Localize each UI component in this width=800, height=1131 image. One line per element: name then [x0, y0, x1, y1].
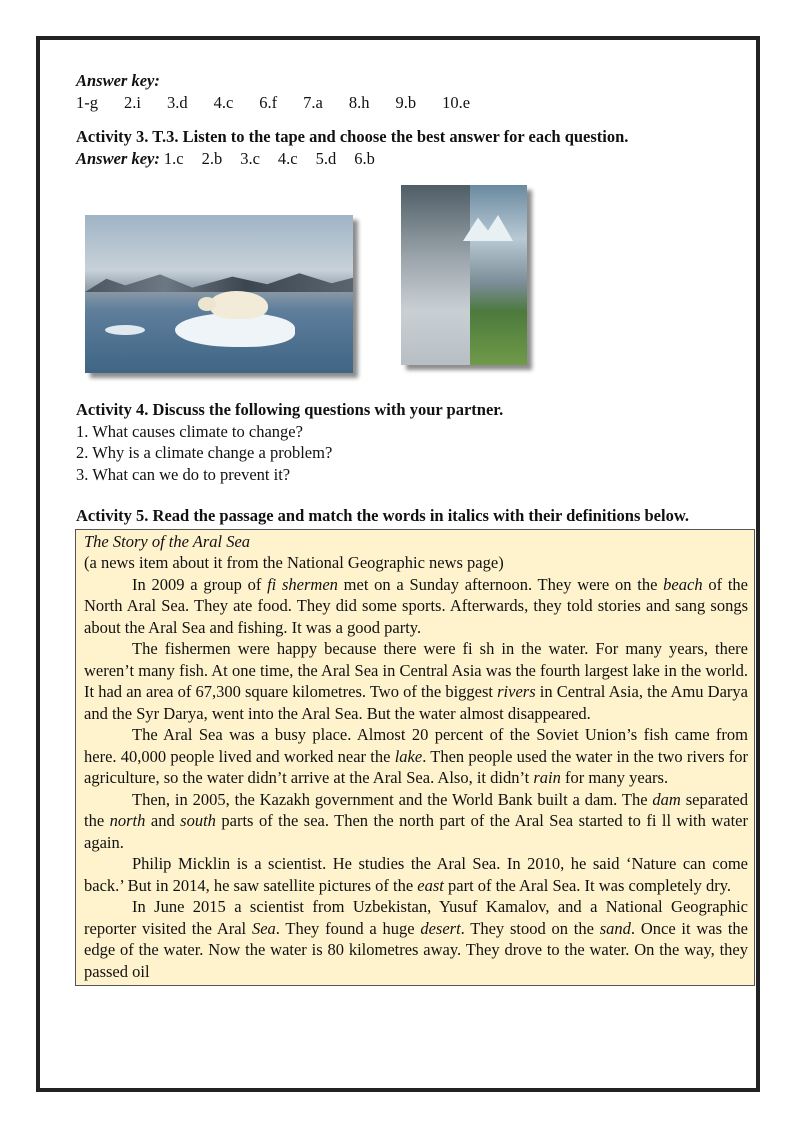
answer-key-list [76, 92, 756, 114]
italic-word: north [109, 811, 146, 830]
answer-item: 7.a [303, 92, 323, 112]
question-item: 2. Why is a climate change a problem? [76, 443, 333, 462]
page-content [76, 70, 756, 986]
question-item: 1. What causes climate to change? [76, 421, 303, 441]
answer-item: 2.b [201, 148, 223, 168]
polar-bear-image [85, 215, 353, 373]
answer-item: 2.i [124, 92, 141, 112]
italic-word: lake [394, 746, 423, 766]
italic-word: desert [420, 918, 461, 938]
answer-item: 6.b [354, 148, 375, 168]
italic-word: Sea [251, 918, 276, 938]
passage-paragraph: In 2009 a group of fi shermen met on a Sunday afternoon. They were on the beach of the North Aral Sea. They ate food. They did some sports. Afterwards, they told stories and sang songs about the Aral Sea and fishing. It was a good party. [84, 574, 748, 637]
passage-paragraph: Philip Micklin is a scientist. He studies the Aral Sea. In 2010, he said ‘Nature can come back.’ But in 2014, he saw satellite pictures of the east part of the Aral Sea. It was completely dry. [84, 854, 748, 895]
italic-word: rivers [497, 682, 536, 701]
italic-word: fi shermen [267, 574, 338, 594]
activity-3-heading: Activity 3. T.3. Listen to the tape and choose the best answer for each question. [76, 127, 629, 146]
answer-key-section [76, 70, 756, 113]
activity-3-answers [76, 148, 756, 170]
answer-item: 1.c [163, 148, 184, 168]
answer-key-label: Answer key: [76, 71, 160, 90]
answer-item: 8.h [348, 92, 370, 112]
activity-4 [76, 399, 756, 485]
answer-item: 5.d [315, 148, 337, 168]
answer-item: 6.f [259, 92, 278, 112]
passage-paragraph: The fishermen were happy because there were fi sh in the water. For many years, there weren’t many fish. At one time, the Aral Sea in Central Asia was the fourth largest lake in the world. It had an area of 67,300 square kilometres. Two of the biggest rivers in Central Asia, the Amu Darya and the Syr Darya, went into the Aral Sea. But the water almost disappeared. [84, 639, 748, 723]
activity-5-heading: Activity 5. Read the passage and match the words in italics with their definitions below. [76, 506, 689, 525]
italic-word: east [417, 875, 444, 895]
italic-word: dam [652, 789, 681, 809]
activity-3 [76, 126, 756, 169]
reading-passage [75, 529, 755, 987]
glacier-landscape-image [401, 185, 527, 365]
answer-item: 3.d [166, 92, 188, 112]
activity-3-answer-label: Answer key: [76, 148, 160, 168]
passage-title: The Story of the Aral Sea [84, 531, 251, 551]
italic-word: rain [533, 768, 561, 787]
answer-item: 4.c [277, 148, 298, 168]
passage-subtitle: (a news item about it from the National Geographic news page) [84, 553, 504, 572]
italic-word: beach [663, 574, 703, 594]
answer-item: 4.c [213, 92, 234, 112]
question-item: 3. What can we do to prevent it? [76, 464, 291, 484]
passage-paragraph: Then, in 2005, the Kazakh government and the World Bank built a dam. The dam separated the north and south parts of the sea. Then the north part of the Aral Sea started to fi ll with water again. [84, 789, 748, 852]
answer-item: 9.b [395, 92, 417, 112]
passage-paragraph: In June 2015 a scientist from Uzbekistan, Yusuf Kamalov, and a National Geographic reporter visited the Aral Sea. They found a huge desert. They stood on the sand. Once it was the edge of the water. Now the water is 80 kilometres away. They drove to the water. On the way, they passed oil [84, 897, 748, 981]
answer-item: 1-g [76, 92, 98, 112]
illustration-row [76, 183, 756, 393]
italic-word: south [180, 811, 216, 830]
answer-item: 3.c [240, 148, 260, 168]
activity-4-heading: Activity 4. Discuss the following questions with your partner. [76, 400, 504, 419]
activity-5 [76, 505, 756, 986]
answer-item: 10.e [442, 92, 471, 112]
italic-word: sand [599, 918, 631, 938]
passage-paragraph: The Aral Sea was a busy place. Almost 20 percent of the Soviet Union’s fish came from here. 40,000 people lived and worked near the lake. Then people used the water in the two rivers for agriculture, so the water didn’t arrive at the Aral Sea. Also, it didn’t rain for many years. [84, 725, 748, 787]
